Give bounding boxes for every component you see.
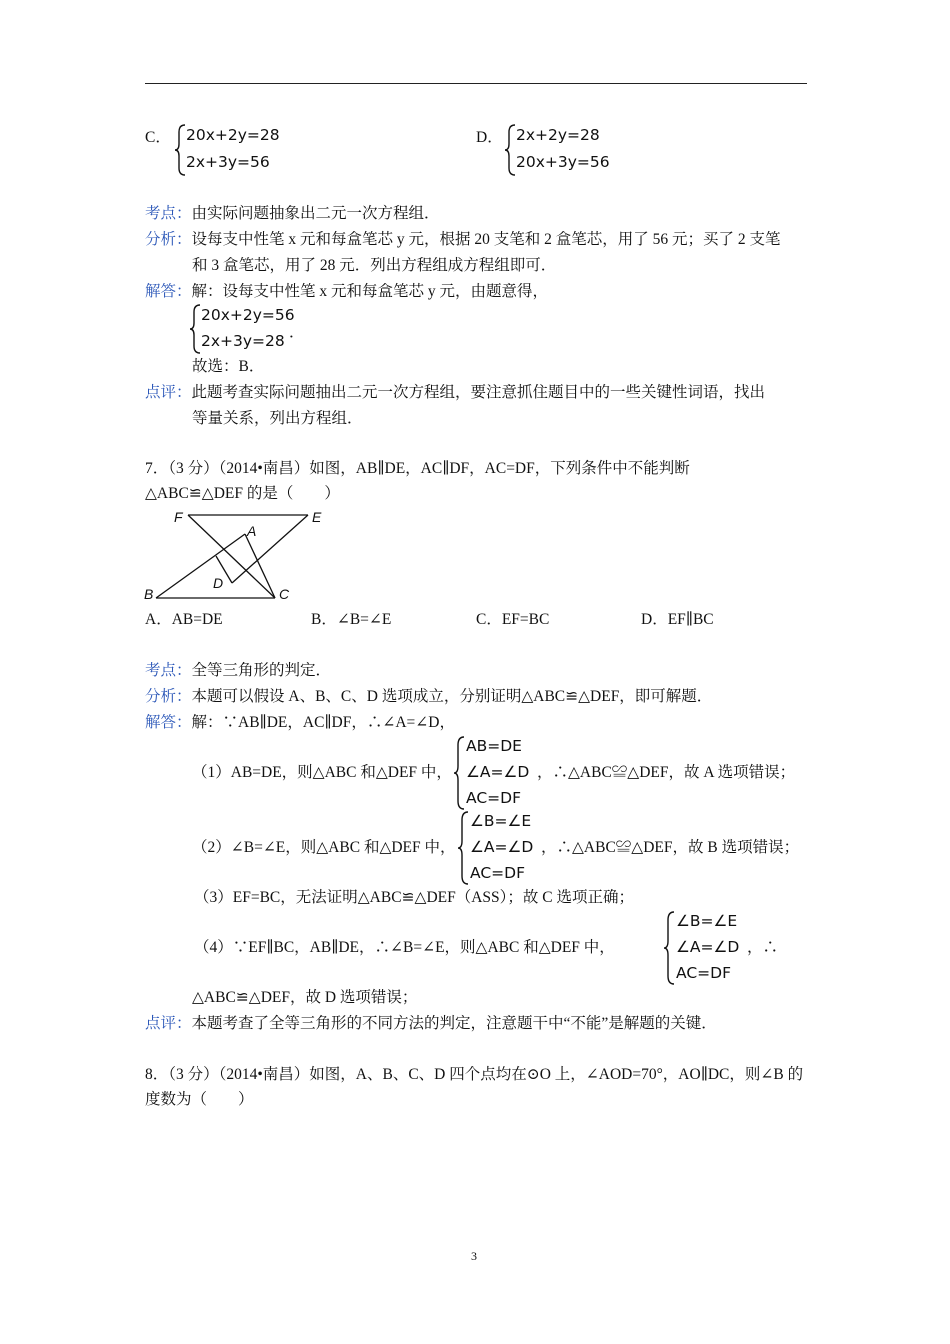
q7-dianping-text: 本题考查了全等三角形的不同方法的判定，注意题干中“不能”是解题的关键． [191, 1015, 717, 1032]
q7-case1-row2: ∠A=∠D [466, 763, 530, 781]
q6-option-d-eq1: 2x+2y=28 [516, 126, 600, 144]
q6-option-c-system [174, 124, 284, 178]
q7-case4-pre: （4）∵EF∥BC，AB∥DE，∴∠B=∠E，则△ABC 和△DEF 中， [194, 939, 615, 956]
brace-icon [189, 304, 201, 354]
q7-case4-system [663, 911, 747, 985]
q6-option-d-system [504, 124, 614, 178]
q6-jieda-line1: 解：设每支中性笔 x 元和每盒笔芯 y 元，由题意得， [191, 283, 549, 300]
fenxi-tag: 分析： [145, 688, 192, 705]
brace-icon [174, 124, 186, 176]
label-E: E [312, 509, 322, 525]
q7-case1-post: ，∴△ABC≌△DEF，故 A 选项错误； [537, 764, 796, 781]
label-D: D [213, 575, 224, 591]
label-F: F [174, 509, 183, 525]
q7-case2-post: ，∴△ABC≌△DEF，故 B 选项错误； [541, 839, 800, 856]
line-ED [232, 515, 308, 583]
q7-jieda-line1: 解：∵AB∥DE，AC∥DF，∴∠A=∠D， [191, 714, 455, 731]
q7-option-b: B．∠B=∠E [311, 611, 392, 628]
q7-case4-row2: ∠A=∠D [676, 938, 740, 956]
line-AC [245, 534, 275, 598]
q6-kaodian [145, 204, 440, 224]
q7-kaodian-text: 全等三角形的判定． [191, 662, 332, 679]
q7-option-a: A．AB=DE [145, 611, 223, 628]
q7-case2-row3: AC=DF [470, 864, 525, 882]
q7-stem-line2: △ABC≌△DEF 的是（ ） [145, 485, 340, 502]
header-rule [145, 83, 807, 84]
q7-fenxi-text: 本题可以假设 A、B、C、D 选项成立，分别证明△ABC≌△DEF，即可解题． [191, 688, 713, 705]
q6-dianping-line1: 此题考查实际问题抽出二元一次方程组，要注意抓住题目中的一些关键性词语，找出 [191, 384, 766, 401]
q6-option-c-eq1: 20x+2y=28 [186, 126, 280, 144]
dianping-tag: 点评： [145, 1015, 192, 1032]
q7-option-c: C．EF=BC [476, 611, 550, 628]
q6-fenxi-line2: 和 3 盒笔芯，用了 28 元．列出方程组成方程组即可． [192, 257, 557, 274]
q7-fenxi [145, 687, 712, 707]
q6-fenxi-line1: 设每支中性笔 x 元和每盒笔芯 y 元，根据 20 支笔和 2 盒笔芯，用了 56 元；买了 2 支笔 [191, 231, 781, 248]
label-C: C [279, 586, 290, 602]
q8-stem-line1: 8．（3 分）（2014•南昌）如图，A、B、C、D 四个点均在⊙O 上，∠AOD=70°，AO∥DC，则∠B 的 [145, 1066, 804, 1083]
q6-solution-system [189, 304, 309, 354]
line-BA [156, 534, 245, 598]
q7-case2-row2: ∠A=∠D [470, 838, 534, 856]
q7-case3: （3）EF=BC，无法证明△ABC≌△DEF（ASS）；故 C 选项正确； [194, 889, 635, 906]
q6-kaodian-text: 由实际问题抽象出二元一次方程组． [191, 205, 440, 222]
q6-solution-eq2: 2x+3y=28 [201, 332, 285, 350]
q7-jieda [145, 713, 455, 733]
q7-case1-pre: （1）AB=DE，则△ABC 和△DEF 中， [192, 764, 452, 781]
q7-case2-row1: ∠B=∠E [470, 812, 532, 830]
q7-case1-row1: AB=DE [466, 737, 522, 755]
q7-option-d: D．EF∥BC [641, 611, 714, 628]
brace-icon [663, 911, 675, 985]
brace-icon [504, 124, 516, 176]
dianping-tag: 点评： [145, 384, 192, 401]
q7-dianping [145, 1014, 717, 1034]
q7-case2-system [457, 811, 541, 885]
q7-stem-line1: 7．（3 分）（2014•南昌）如图，AB∥DE，AC∥DF，AC=DF，下列条件中不能判断 [145, 460, 690, 477]
brace-icon [453, 736, 465, 810]
label-B: B [144, 586, 154, 602]
q7-case4-post: ，∴ [747, 939, 779, 956]
q7-kaodian [145, 661, 331, 681]
q7-case1-row3: AC=DF [466, 789, 521, 807]
q7-case4-row1: ∠B=∠E [676, 912, 738, 930]
fenxi-tag: 分析： [145, 231, 192, 248]
jieda-tag: 解答： [145, 283, 192, 300]
q6-jieda [145, 282, 548, 302]
q6-solution-end: ． [289, 323, 305, 341]
q7-triangle-figure [140, 506, 340, 606]
q8-stem-line2: 度数为（ ） [145, 1091, 254, 1108]
q6-solution-eq1: 20x+2y=56 [201, 306, 295, 324]
q6-dianping-line2: 等量关系，列出方程组． [192, 410, 363, 427]
q6-option-d-eq2: 20x+3y=56 [516, 153, 610, 171]
label-A: A [247, 523, 257, 539]
kaodian-tag: 考点： [145, 662, 192, 679]
q6-option-c-label: C． [145, 129, 171, 146]
q7-case4-line2: △ABC≌△DEF，故 D 选项错误； [192, 989, 418, 1006]
q7-case1-system [453, 736, 537, 810]
q6-guxuan: 故选：B． [192, 358, 265, 375]
kaodian-tag: 考点： [145, 205, 192, 222]
q6-option-d-label: D． [476, 129, 503, 146]
q6-option-c-eq2: 2x+3y=56 [186, 153, 270, 171]
q6-fenxi [145, 230, 781, 250]
brace-icon [457, 811, 469, 885]
jieda-tag: 解答： [145, 714, 192, 731]
q6-dianping [145, 383, 765, 403]
q7-case2-pre: （2）∠B=∠E，则△ABC 和△DEF 中， [192, 839, 456, 856]
page-number: 3 [471, 1249, 477, 1263]
q7-case4-row3: AC=DF [676, 964, 731, 982]
